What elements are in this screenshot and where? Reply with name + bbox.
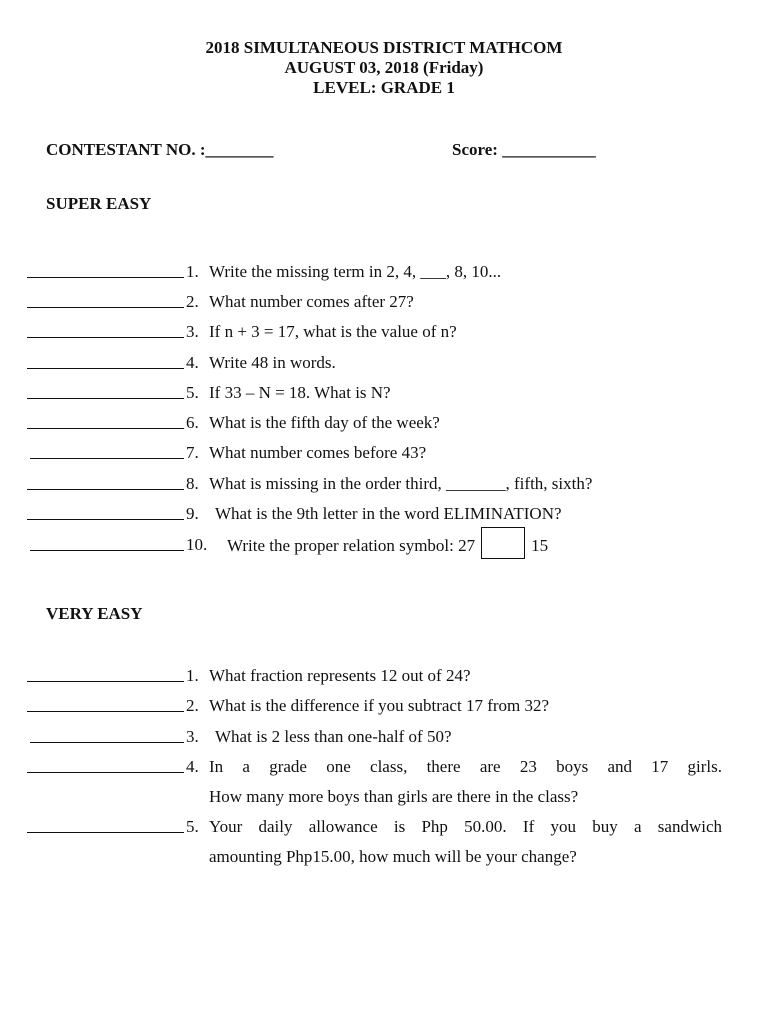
question-number: 10.	[186, 535, 208, 554]
question-number: 7.	[186, 443, 199, 462]
answer-line	[27, 711, 184, 712]
answer-line	[27, 489, 184, 490]
answer-line	[27, 832, 184, 833]
question-text: In a grade one class, there are 23 boys and 17 girls.	[209, 757, 722, 776]
question-number: 1.	[186, 262, 199, 281]
question-number: 8.	[186, 474, 199, 493]
answer-line	[30, 742, 184, 743]
question-text: Write the proper relation symbol: 27	[227, 535, 476, 555]
question-number: 5.	[186, 817, 199, 836]
answer-line	[27, 398, 184, 399]
score-field: Score: ___________	[452, 140, 596, 159]
question-text: What is missing in the order third, _______, fifth, sixth?	[209, 474, 593, 493]
question-item	[0, 353, 768, 379]
answer-line	[30, 550, 184, 551]
question-item	[0, 504, 768, 530]
question-item	[0, 666, 768, 692]
answer-line	[30, 458, 184, 459]
question-number: 3.	[186, 727, 199, 746]
question-text: What is the fifth day of the week?	[209, 413, 440, 432]
question-number: 9.	[186, 504, 199, 523]
answer-line	[27, 368, 184, 369]
question-item	[0, 383, 768, 409]
question-text: If n + 3 = 17, what is the value of n?	[209, 322, 457, 341]
question-item	[0, 322, 768, 348]
question-number: 3.	[186, 322, 199, 341]
question-text: What fraction represents 12 out of 24?	[209, 666, 471, 685]
question-text-continued: amounting Php15.00, how much will be your change?	[209, 847, 577, 866]
answer-line	[27, 277, 184, 278]
question-text-group	[227, 535, 548, 559]
header-date: AUGUST 03, 2018 (Friday)	[284, 58, 484, 77]
question-item	[0, 443, 768, 469]
question-number: 6.	[186, 413, 199, 432]
question-text: What number comes before 43?	[209, 443, 427, 462]
question-number: 4.	[186, 353, 199, 372]
question-number: 2.	[186, 292, 199, 311]
answer-line	[27, 519, 184, 520]
header-level: LEVEL: GRADE 1	[313, 78, 455, 97]
answer-line	[27, 428, 184, 429]
document-header	[0, 38, 768, 98]
question-text: What is the difference if you subtract 17 from 32?	[209, 696, 550, 715]
answer-line	[27, 307, 184, 308]
section-title-very-easy: VERY EASY	[46, 604, 143, 623]
question-item	[0, 292, 768, 318]
question-item	[0, 727, 768, 753]
question-text: Write 48 in words.	[209, 353, 336, 372]
question-number: 5.	[186, 383, 199, 402]
question-item	[0, 262, 768, 288]
question-text-continued: How many more boys than girls are there in the class?	[209, 787, 579, 806]
question-item	[0, 413, 768, 439]
question-text: If 33 – N = 18. What is N?	[209, 383, 391, 402]
question-number: 4.	[186, 757, 199, 776]
question-text-after: 15	[531, 535, 549, 555]
relation-symbol-box	[481, 527, 525, 559]
question-item	[0, 474, 768, 500]
question-item	[0, 535, 768, 561]
answer-line	[27, 681, 184, 682]
question-item	[0, 817, 768, 873]
answer-line	[27, 772, 184, 773]
question-text: What number comes after 27?	[209, 292, 414, 311]
question-text: What is the 9th letter in the word ELIMINATION?	[215, 504, 562, 523]
question-number: 1.	[186, 666, 199, 685]
question-item	[0, 757, 768, 813]
section-title-super-easy: SUPER EASY	[46, 194, 152, 213]
question-number: 2.	[186, 696, 199, 715]
question-text: Write the missing term in 2, 4, ___, 8, 10...	[209, 262, 502, 281]
contestant-number-field: CONTESTANT NO. :________	[46, 140, 274, 159]
question-text: What is 2 less than one-half of 50?	[215, 727, 452, 746]
answer-line	[27, 337, 184, 338]
question-text: Your daily allowance is Php 50.00. If you buy a sandwich	[209, 817, 722, 836]
question-item	[0, 696, 768, 722]
header-title: 2018 SIMULTANEOUS DISTRICT MATHCOM	[205, 38, 563, 57]
